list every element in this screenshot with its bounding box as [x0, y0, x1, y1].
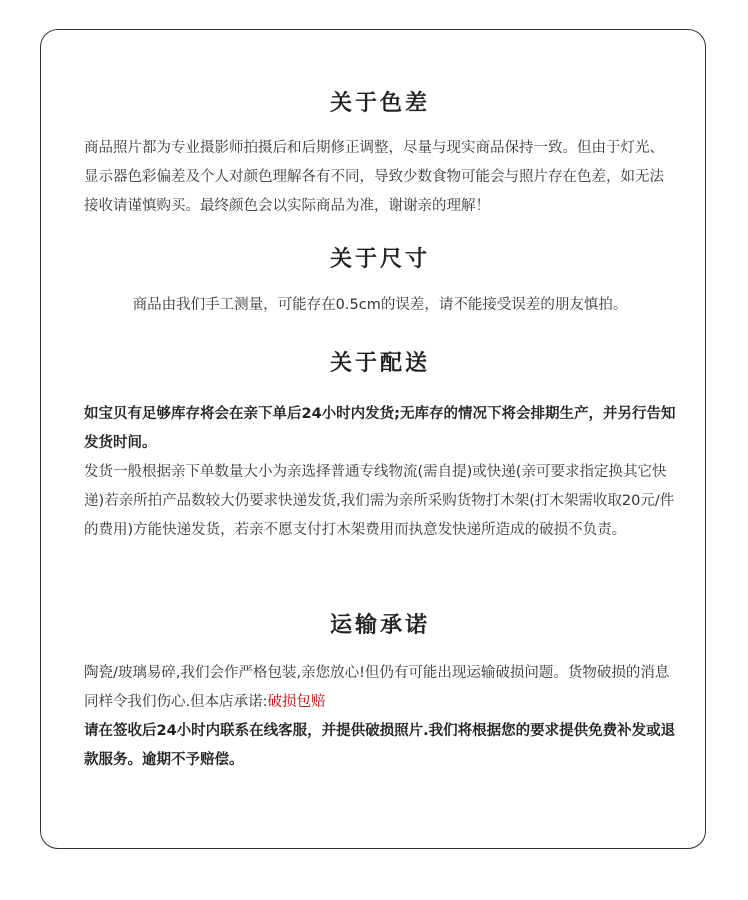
size-title: 关于尺寸 — [329, 247, 430, 272]
color-diff-title: 关于色差 — [329, 91, 430, 116]
damage-guarantee-highlight: 破损包赔 — [267, 694, 326, 710]
shipping-promise-bold-text: 请在签收后24小时内联系在线客服，并提供破损照片.我们将根据您的要求提供免费补发或退款服务。逾期不予赔偿。 — [84, 723, 676, 768]
size-text: 商品由我们手工测量，可能存在0.5cm的误差，请不能接受误差的朋友慎拍。 — [132, 297, 628, 313]
delivery-text: 发货一般根据亲下单数量大小为亲选择普通专线物流(需自提)或快递(亲可要求指定换其它快递)若亲所拍产品数较大仍要求快递发货,我们需为亲所采购货物打木架(打木架需收取20元/件的费用)方能快递发货，若亲不愿支付打木架费用而执意发快递所造成的破损不负责。 — [84, 464, 675, 538]
delivery-bold-text: 如宝贝有足够库存将会在亲下单后24小时内发货;无库存的情况下将会排期生产，并另行告知发货时间。 — [84, 406, 676, 451]
shipping-promise-title: 运输承诺 — [329, 613, 430, 638]
delivery-title: 关于配送 — [329, 351, 430, 376]
shipping-promise-body: 陶瓷/玻璃易碎,我们会作严格包装,亲您放心!但仍有可能出现运输破损问题。货物破损的消息同样令我们伤心.但本店承诺: — [84, 665, 670, 710]
shipping-promise-text — [84, 659, 676, 717]
color-diff-text: 商品照片都为专业摄影师拍摄后和后期修正调整，尽量与现实商品保持一致。但由于灯光、显示器色彩偏差及个人对颜色理解各有不同，导致少数食物可能会与照片存在色差，如无法接收请谨慎购买。最终颜色会以实际商品为准，谢谢亲的理解！ — [84, 140, 664, 214]
